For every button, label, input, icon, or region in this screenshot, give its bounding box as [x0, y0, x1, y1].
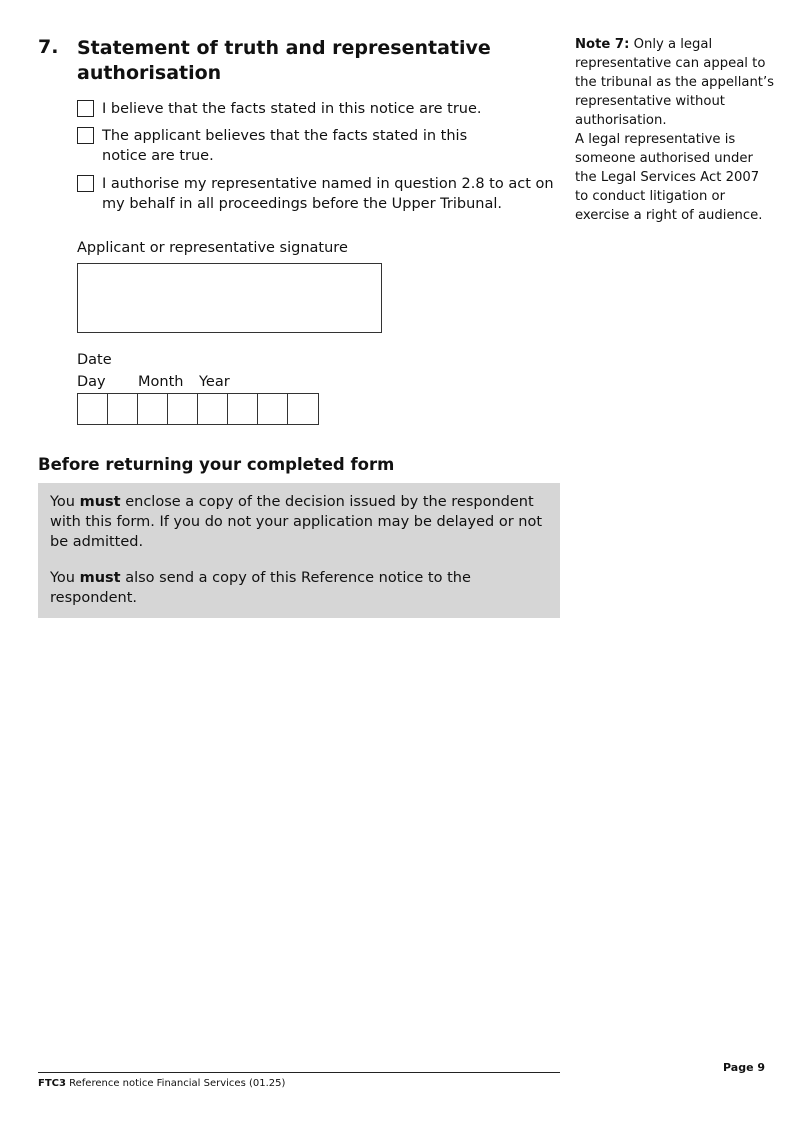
checkbox-authorise-representative[interactable] [77, 175, 94, 192]
text-span: enclose a copy of the decision issued by the respondent with this form. If you do not your application may be delayed or not be admitted. [50, 494, 543, 550]
month-label: Month [138, 374, 184, 390]
date-label: Date [77, 352, 112, 368]
note-7 [575, 35, 775, 225]
form-code: FTC3 [38, 1078, 66, 1089]
checkbox-row-authorise-representative [77, 175, 557, 214]
date-month-digit-1[interactable] [138, 394, 168, 424]
date-input-grid [77, 393, 319, 425]
checkbox-facts-true[interactable] [77, 100, 94, 117]
signature-label: Applicant or representative signature [77, 240, 348, 256]
section-number: 7. [38, 36, 59, 58]
checkbox-row-applicant-believes [77, 127, 477, 166]
date-month-digit-2[interactable] [168, 394, 198, 424]
emphasis: must [79, 494, 121, 510]
before-returning-heading: Before returning your completed form [38, 455, 395, 474]
date-year-digit-4[interactable] [288, 394, 318, 424]
text-span: You [50, 494, 80, 510]
checkbox-label: I believe that the facts stated in this notice are true. [102, 101, 482, 117]
date-year-digit-2[interactable] [228, 394, 258, 424]
emphasis: must [79, 570, 121, 586]
day-label: Day [77, 374, 106, 390]
form-name: Reference notice Financial Services (01.25) [65, 1078, 286, 1089]
checkbox-applicant-believes[interactable] [77, 127, 94, 144]
page-number: Page 9 [723, 1061, 766, 1074]
date-year-digit-3[interactable] [258, 394, 288, 424]
signature-field[interactable] [77, 263, 382, 333]
date-day-digit-1[interactable] [78, 394, 108, 424]
note-title: Note 7: [575, 37, 630, 52]
checkbox-label: I authorise my representative named in question 2.8 to act on my behalf in all proceedings before the Upper Tribunal. [102, 176, 554, 212]
note-text-2: A legal representative is someone authorised under the Legal Services Act 2007 to conduct litigation or exercise a right of audience. [575, 132, 763, 223]
year-label: Year [199, 374, 230, 390]
checkbox-row-facts-true [77, 100, 557, 119]
footer-form-ref [38, 1078, 285, 1089]
footer-divider [38, 1072, 560, 1073]
instructions-paragraph-1 [50, 492, 550, 552]
section-title: Statement of truth and representative authorisation [77, 37, 491, 84]
date-year-digit-1[interactable] [198, 394, 228, 424]
note-text: Only a legal representative can appeal to the tribunal as the appellant’s representative without authorisation. [575, 37, 775, 128]
checkbox-label: The applicant believes that the facts stated in this notice are true. [102, 128, 468, 164]
text-span: also send a copy of this Reference notice to the respondent. [50, 570, 471, 606]
date-day-digit-2[interactable] [108, 394, 138, 424]
text-span: You [50, 570, 80, 586]
instructions-paragraph-2 [50, 568, 550, 608]
